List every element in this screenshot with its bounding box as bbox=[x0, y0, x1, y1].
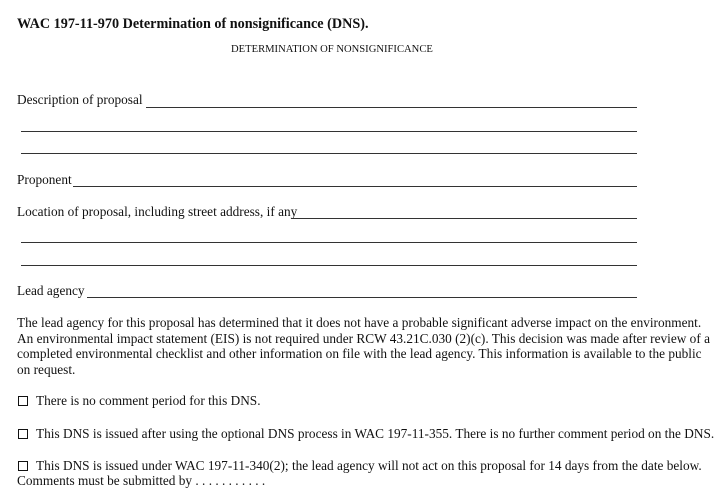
checkbox-icon[interactable] bbox=[18, 429, 28, 439]
location-field-line-1[interactable] bbox=[291, 218, 637, 219]
document-heading: WAC 197-11-970 Determination of nonsignificance (DNS). bbox=[17, 16, 369, 32]
option-label: This DNS is issued after using the optional DNS process in WAC 197-11-355. There is no further comment period on the DNS. bbox=[36, 426, 715, 441]
checkbox-icon[interactable] bbox=[18, 461, 28, 471]
proponent-field-line[interactable] bbox=[73, 186, 637, 187]
comments-deadline: Comments must be submitted by . . . . . . . . . . . bbox=[17, 473, 266, 488]
determination-statement: The lead agency for this proposal has determined that it does not have a probable significant adverse impact on the environment. An environmental impact statement (EIS) is not required under RCW 43.21C.030 (2)(c). This decision was made after review of a completed environmental checklist and other information on file with the lead agency. This information is available to the public on request. bbox=[17, 315, 710, 377]
location-field-line-3[interactable] bbox=[21, 265, 637, 266]
proponent-label: Proponent bbox=[17, 172, 72, 187]
description-field-line-1[interactable] bbox=[146, 107, 637, 108]
option-optional-dns-process[interactable] bbox=[18, 426, 714, 442]
description-field-line-2[interactable] bbox=[21, 131, 637, 132]
document-subheading: DETERMINATION OF NONSIGNIFICANCE bbox=[231, 44, 433, 55]
lead-agency-field-line[interactable] bbox=[87, 297, 637, 298]
description-label: Description of proposal bbox=[17, 92, 143, 107]
description-field-line-3[interactable] bbox=[21, 153, 637, 154]
option-label: There is no comment period for this DNS. bbox=[36, 393, 261, 408]
option-no-comment-period[interactable] bbox=[18, 393, 261, 409]
lead-agency-label: Lead agency bbox=[17, 283, 85, 298]
option-label: This DNS is issued under WAC 197-11-340(2); the lead agency will not act on this proposal for 14 days from the date below. bbox=[36, 458, 702, 473]
location-field-line-2[interactable] bbox=[21, 242, 637, 243]
checkbox-icon[interactable] bbox=[18, 396, 28, 406]
option-wac-340-2[interactable] bbox=[18, 458, 702, 474]
location-label: Location of proposal, including street address, if any bbox=[17, 204, 298, 219]
